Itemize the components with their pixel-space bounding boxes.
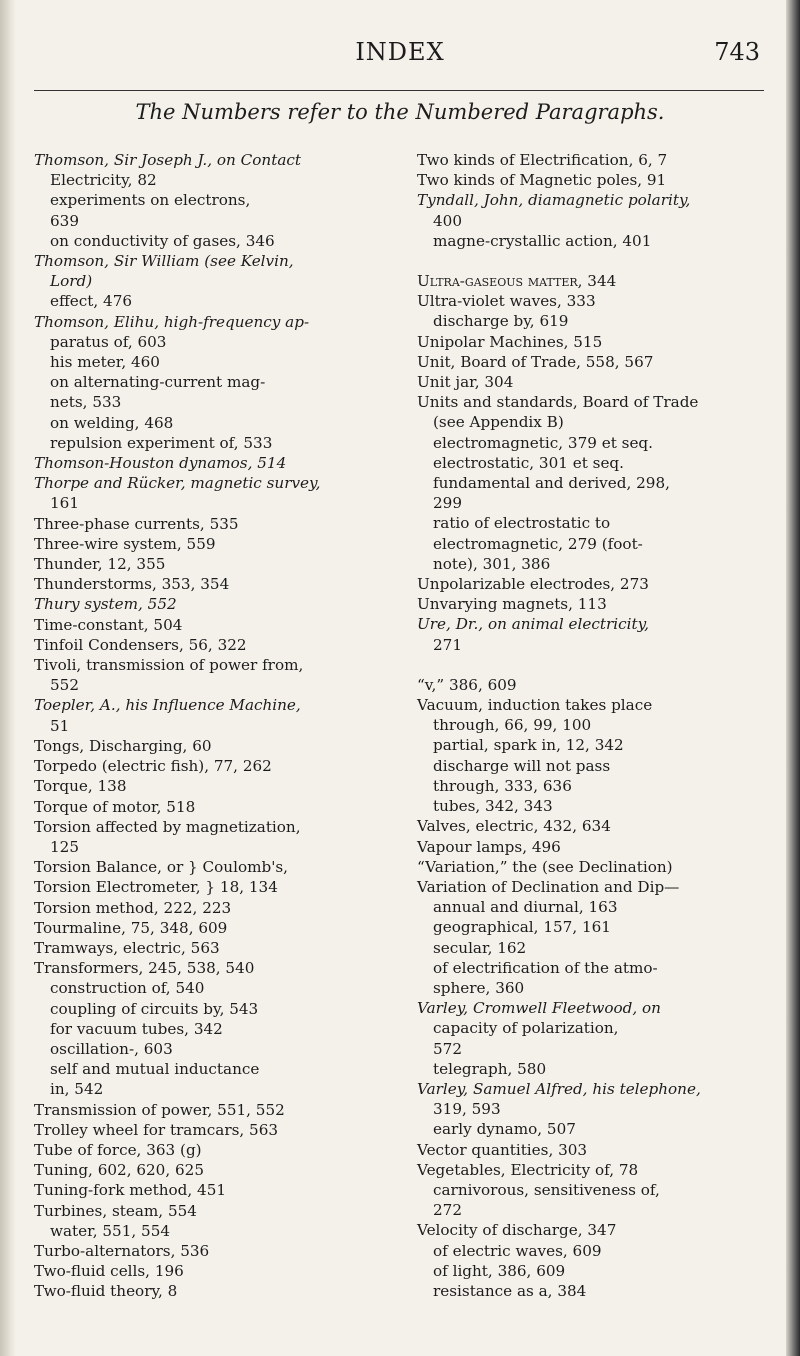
index-entry: experiments on electrons, bbox=[50, 191, 251, 210]
index-entry: Three-wire system, 559 bbox=[34, 534, 216, 553]
index-entry: Turbines, steam, 554 bbox=[34, 1201, 197, 1220]
index-entry: on conductivity of gases, 346 bbox=[50, 231, 275, 250]
index-entry: discharge will not pass bbox=[433, 756, 611, 775]
index-entry: 572 bbox=[433, 1039, 462, 1058]
index-entry: telegraph, 580 bbox=[433, 1059, 547, 1078]
index-entry: electromagnetic, 279 (foot- bbox=[433, 534, 643, 553]
index-entry: Unvarying magnets, 113 bbox=[417, 595, 607, 614]
index-entry: early dynamo, 507 bbox=[433, 1120, 576, 1139]
index-entry: Tivoli, transmission of power from, bbox=[34, 656, 304, 675]
index-entry: resistance as a, 384 bbox=[433, 1281, 587, 1300]
index-entry: 125 bbox=[50, 837, 79, 856]
index-entry: ratio of electrostatic to bbox=[433, 514, 611, 533]
index-entry: tubes, 342, 343 bbox=[433, 797, 553, 816]
index-entry: coupling of circuits by, 543 bbox=[50, 999, 259, 1018]
index-entry: Torsion Electrometer, } 18, 134 bbox=[34, 878, 278, 897]
index-note: The Numbers refer to the Numbered Paragraphs. bbox=[135, 100, 665, 124]
index-entry: Vacuum, induction takes place bbox=[417, 696, 653, 715]
page-binding-edge-left bbox=[0, 0, 16, 1356]
index-entry: Vapour lamps, 496 bbox=[417, 837, 561, 856]
index-entry: Thorpe and Rücker, magnetic survey, bbox=[34, 474, 321, 493]
index-entry: fundamental and derived, 298, bbox=[433, 474, 670, 493]
index-entry: geographical, 157, 161 bbox=[433, 918, 611, 937]
index-entry: Two-fluid cells, 196 bbox=[34, 1262, 184, 1281]
index-entry: Turbo-alternators, 536 bbox=[34, 1241, 210, 1260]
index-entry: annual and diurnal, 163 bbox=[433, 898, 618, 917]
page-title: INDEX bbox=[355, 38, 445, 66]
index-entry: Valves, electric, 432, 634 bbox=[417, 817, 611, 836]
index-entry: Tyndall, John, diamagnetic polarity, bbox=[417, 191, 691, 210]
index-entry: 272 bbox=[433, 1201, 462, 1220]
index-entry: partial, spark in, 12, 342 bbox=[433, 736, 624, 755]
index-entry: “v,” 386, 609 bbox=[417, 675, 517, 694]
index-entry: Time-constant, 504 bbox=[34, 615, 183, 634]
index-entry: effect, 476 bbox=[50, 292, 133, 311]
index-entry: carnivorous, sensitiveness of, bbox=[433, 1180, 660, 1199]
index-entry: Torsion affected by magnetization, bbox=[34, 817, 301, 836]
index-entry: Transformers, 245, 538, 540 bbox=[34, 959, 255, 978]
index-entry: Ultra-violet waves, 333 bbox=[417, 292, 596, 311]
index-entry: of electrification of the atmo- bbox=[433, 958, 658, 977]
index-entry: Unpolarizable electrodes, 273 bbox=[417, 575, 649, 594]
index-entry: Thomson-Houston dynamos, 514 bbox=[34, 454, 287, 473]
index-entry: Unit jar, 304 bbox=[417, 373, 514, 392]
index-entry: 161 bbox=[50, 494, 79, 513]
index-entry: of electric waves, 609 bbox=[433, 1241, 602, 1260]
index-entry: Torsion method, 222, 223 bbox=[34, 898, 232, 917]
index-entry: Electricity, 82 bbox=[50, 171, 157, 190]
index-entry: 552 bbox=[50, 676, 79, 695]
index-entry: Varley, Samuel Alfred, his telephone, bbox=[417, 1079, 701, 1098]
index-entry: Two-fluid theory, 8 bbox=[34, 1282, 178, 1301]
index-entry: Vegetables, Electricity of, 78 bbox=[417, 1160, 639, 1179]
index-entry: 639 bbox=[50, 211, 79, 230]
index-entry: Unipolar Machines, 515 bbox=[417, 332, 603, 351]
index-entry: Thunderstorms, 353, 354 bbox=[34, 575, 230, 594]
index-column-right bbox=[417, 150, 772, 1301]
index-entry: oscillation-, 603 bbox=[50, 1039, 173, 1058]
index-entry: Two kinds of Magnetic poles, 91 bbox=[417, 171, 667, 190]
index-entry: Tramways, electric, 563 bbox=[34, 938, 220, 957]
index-entry: Thunder, 12, 355 bbox=[34, 555, 166, 574]
index-entry: Torque of motor, 518 bbox=[34, 797, 196, 816]
index-entry: sphere, 360 bbox=[433, 978, 525, 997]
index-entry: Lord) bbox=[50, 272, 93, 291]
index-entry: water, 551, 554 bbox=[50, 1221, 171, 1240]
index-entry: Vector quantities, 303 bbox=[417, 1140, 588, 1159]
index-entry: electrostatic, 301 et seq. bbox=[433, 453, 624, 472]
index-entry: magne-crystallic action, 401 bbox=[433, 231, 652, 250]
index-entry: “Variation,” the (see Declination) bbox=[417, 857, 673, 876]
index-entry: Velocity of discharge, 347 bbox=[417, 1221, 617, 1240]
index-entry: Tube of force, 363 (g) bbox=[34, 1140, 202, 1159]
index-entry: Torpedo (electric fish), 77, 262 bbox=[34, 757, 272, 776]
index-entry: 271 bbox=[433, 635, 462, 654]
index-entry: Unit, Board of Trade, 558, 567 bbox=[417, 352, 654, 371]
index-entry: Varley, Cromwell Fleetwood, on bbox=[417, 999, 661, 1018]
index-entry: 299 bbox=[433, 494, 462, 513]
index-entry: nets, 533 bbox=[50, 393, 122, 412]
page-binding-edge-right bbox=[786, 0, 800, 1356]
index-entry: discharge by, 619 bbox=[433, 312, 569, 331]
index-entry: Tinfoil Condensers, 56, 322 bbox=[34, 635, 247, 654]
index-entry: Ure, Dr., on animal electricity, bbox=[417, 615, 649, 634]
index-entry: Two kinds of Electrification, 6, 7 bbox=[417, 151, 668, 169]
index-entry: Trolley wheel for tramcars, 563 bbox=[34, 1120, 279, 1139]
index-entry: through, 333, 636 bbox=[433, 776, 572, 795]
page-header bbox=[40, 38, 760, 74]
index-entry: electromagnetic, 379 et seq. bbox=[433, 433, 653, 452]
index-column-left bbox=[34, 150, 379, 1302]
index-entry: construction of, 540 bbox=[50, 979, 205, 998]
index-entry: 51 bbox=[50, 716, 70, 735]
index-entry: secular, 162 bbox=[433, 938, 527, 957]
index-entry: of light, 386, 609 bbox=[433, 1261, 566, 1280]
index-entry: Thomson, Elihu, high-frequency ap- bbox=[34, 312, 310, 331]
index-entry: Toepler, A., his Influence Machine, bbox=[34, 696, 301, 715]
index-entry: note), 301, 386 bbox=[433, 554, 551, 573]
index-entry: Tourmaline, 75, 348, 609 bbox=[34, 918, 228, 937]
index-entry: Torsion Balance, or } Coulomb's, bbox=[34, 858, 289, 877]
header-rule bbox=[34, 90, 764, 91]
index-entry: 400 bbox=[433, 211, 462, 230]
page-number: 743 bbox=[714, 38, 760, 66]
index-entry: Thomson, Sir Joseph J., on Contact bbox=[34, 151, 301, 169]
index-entry: Three-phase currents, 535 bbox=[34, 514, 239, 533]
index-entry: Tuning-fork method, 451 bbox=[34, 1181, 227, 1200]
index-entry: repulsion experiment of, 533 bbox=[50, 433, 273, 452]
index-entry: Variation of Declination and Dip— bbox=[417, 877, 680, 896]
index-entry: (see Appendix B) bbox=[433, 413, 564, 432]
index-entry: self and mutual inductance bbox=[50, 1060, 260, 1079]
index-entry: Ultra-gaseous matter, 344 bbox=[417, 272, 617, 291]
index-entry: Tuning, 602, 620, 625 bbox=[34, 1161, 204, 1180]
index-entry: in, 542 bbox=[50, 1080, 104, 1099]
index-entry: Torque, 138 bbox=[34, 777, 127, 796]
index-entry: Tongs, Discharging, 60 bbox=[34, 736, 212, 755]
index-entry: for vacuum tubes, 342 bbox=[50, 1019, 223, 1038]
index-entry: paratus of, 603 bbox=[50, 332, 167, 351]
index-entry: 319, 593 bbox=[433, 1100, 501, 1119]
index-entry: Thomson, Sir William (see Kelvin, bbox=[34, 252, 294, 271]
index-entry: on welding, 468 bbox=[50, 413, 174, 432]
index-entry: Thury system, 552 bbox=[34, 595, 177, 614]
index-entry: Transmission of power, 551, 552 bbox=[34, 1100, 285, 1119]
index-entry: on alternating-current mag- bbox=[50, 373, 266, 392]
index-entry: his meter, 460 bbox=[50, 353, 160, 372]
index-entry: Units and standards, Board of Trade bbox=[417, 393, 699, 412]
index-entry: capacity of polarization, bbox=[433, 1019, 619, 1038]
index-entry: through, 66, 99, 100 bbox=[433, 716, 592, 735]
